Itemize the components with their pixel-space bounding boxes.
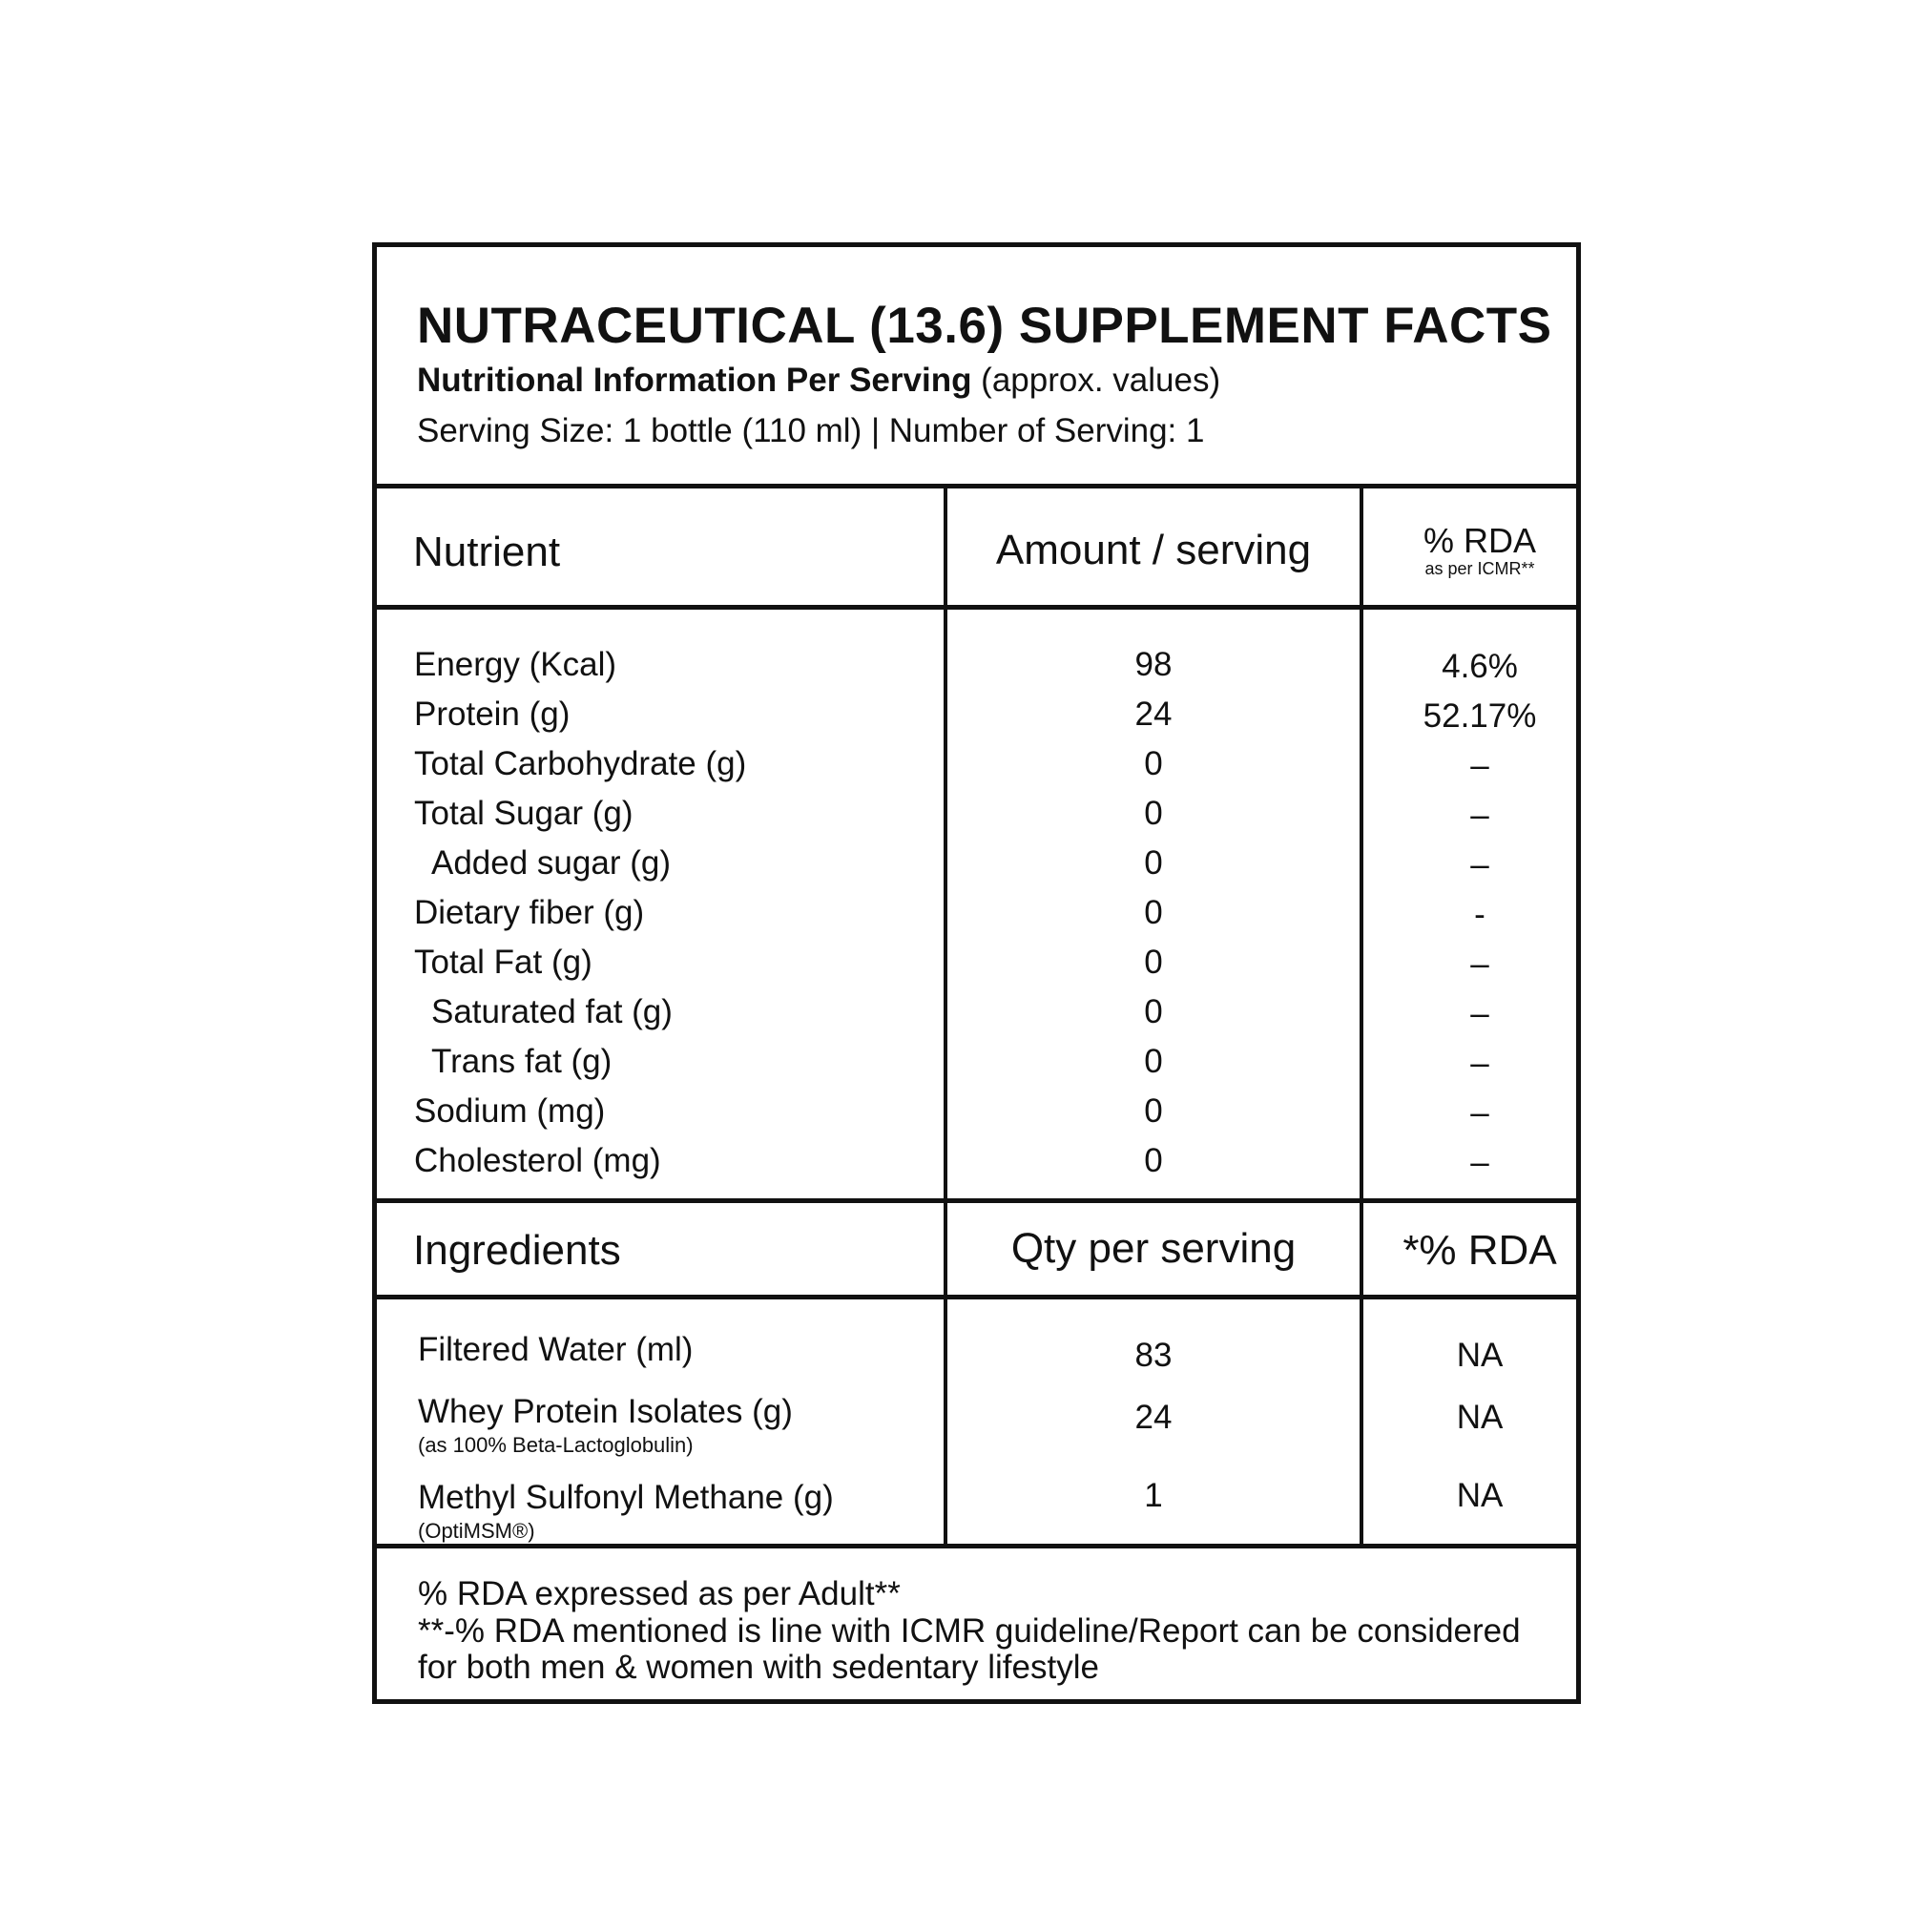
- ingredient-rda: NA: [1456, 1477, 1504, 1514]
- nutrient-amount: 0: [1144, 1092, 1163, 1130]
- nutrient-name: Total Sugar (g): [414, 795, 634, 832]
- nutrient-amount: 0: [1144, 993, 1163, 1030]
- ingredient-rda: NA: [1456, 1399, 1504, 1436]
- nutrient-amount: 0: [1144, 944, 1163, 981]
- nutrient-rda: –: [1470, 797, 1489, 834]
- ingredient-rda: NA: [1456, 1337, 1504, 1374]
- label-title: NUTRACEUTICAL (13.6) SUPPLEMENT FACTS: [417, 298, 1552, 354]
- ingredient-qty: 24: [1134, 1399, 1173, 1436]
- table-row: [377, 696, 1576, 745]
- table-row: [377, 745, 1576, 795]
- nutrient-name: Saturated fat (g): [431, 993, 673, 1030]
- nutrient-rda: –: [1470, 945, 1489, 983]
- nutrient-rda: –: [1470, 1094, 1489, 1132]
- nutrient-name: Energy (Kcal): [414, 646, 617, 683]
- nutrient-name: Protein (g): [414, 696, 571, 733]
- nutrient-name: Total Carbohydrate (g): [414, 745, 747, 782]
- nutrient-name: Trans fat (g): [431, 1043, 613, 1080]
- label-subtitle: [417, 364, 1220, 397]
- table-row: [377, 1142, 1576, 1192]
- divider-footer: [377, 1544, 1576, 1548]
- nutrient-rda: 4.6%: [1442, 648, 1518, 685]
- ingredient-qty: 83: [1134, 1337, 1173, 1374]
- ingredient-note: (as 100% Beta-Lactoglobulin): [418, 1433, 694, 1457]
- serving-info: Serving Size: 1 bottle (110 ml) | Number of Serving: 1: [417, 412, 1205, 449]
- nutrient-name: Added sugar (g): [431, 844, 671, 882]
- ingredient-label: Filtered Water (ml): [418, 1331, 694, 1368]
- ingredient-name: [418, 1331, 693, 1369]
- nutrient-name: Total Fat (g): [414, 944, 592, 981]
- table-row: [377, 944, 1576, 993]
- nutrient-amount: 0: [1144, 1043, 1163, 1080]
- table-row: [377, 1092, 1576, 1142]
- subtitle-rest: (approx. values): [971, 362, 1221, 399]
- nutrient-amount: 0: [1144, 745, 1163, 782]
- divider-nutrient-head: [377, 605, 1576, 610]
- ingredients-column-header: Ingredients: [413, 1227, 621, 1274]
- nutrient-rda: –: [1470, 1045, 1489, 1082]
- nutrient-amount: 98: [1134, 646, 1173, 683]
- supplement-facts-label: [372, 242, 1581, 1704]
- table-row: [377, 646, 1576, 696]
- divider-ingredients: [377, 1198, 1576, 1203]
- nutrient-rda: -: [1474, 896, 1485, 933]
- nutrient-rda: 52.17%: [1423, 697, 1537, 735]
- rda-column-header: [1374, 521, 1586, 578]
- table-row: [377, 894, 1576, 944]
- table-row: [377, 1043, 1576, 1092]
- table-row: [377, 795, 1576, 844]
- footer-note-icmr: **-% RDA mentioned is line with ICMR guideline/Report can be considered for both men & women with sedentary lifestyle: [418, 1612, 1521, 1686]
- ingredient-label: Methyl Sulfonyl Methane (g): [418, 1479, 834, 1516]
- nutrient-amount: 0: [1144, 844, 1163, 882]
- divider-ingredient-head: [377, 1295, 1576, 1299]
- nutrient-amount: 0: [1144, 1142, 1163, 1179]
- rda-header-sub: as per ICMR**: [1424, 559, 1535, 578]
- nutrient-name: Dietary fiber (g): [414, 894, 645, 931]
- nutrient-amount: 24: [1134, 696, 1173, 733]
- nutrient-rda: –: [1470, 846, 1489, 883]
- nutrient-amount: 0: [1144, 795, 1163, 832]
- nutrient-column-header: Nutrient: [413, 529, 561, 575]
- table-row: [377, 844, 1576, 894]
- ingredient-name: [418, 1479, 834, 1544]
- ingredient-name: [418, 1393, 793, 1458]
- subtitle-bold: Nutritional Information Per Serving: [417, 362, 972, 399]
- table-row: [377, 993, 1576, 1043]
- nutrient-rda: –: [1470, 747, 1489, 784]
- rda-header-main: % RDA: [1423, 521, 1537, 560]
- nutrient-amount: 0: [1144, 894, 1163, 931]
- qty-column-header: Qty per serving: [1010, 1225, 1297, 1272]
- nutrient-name: Sodium (mg): [414, 1092, 606, 1130]
- nutrient-rda: –: [1470, 1144, 1489, 1181]
- footer-note-adult: % RDA expressed as per Adult**: [418, 1575, 901, 1612]
- nutrient-rda: –: [1470, 995, 1489, 1032]
- amount-column-header: Amount / serving: [995, 527, 1312, 573]
- ingredient-rda-column-header: *% RDA: [1402, 1227, 1557, 1274]
- ingredient-label: Whey Protein Isolates (g): [418, 1393, 793, 1430]
- ingredient-note: (OptiMSM®): [418, 1519, 535, 1543]
- nutrient-name: Cholesterol (mg): [414, 1142, 661, 1179]
- divider-header: [377, 484, 1576, 488]
- ingredient-qty: 1: [1144, 1477, 1163, 1514]
